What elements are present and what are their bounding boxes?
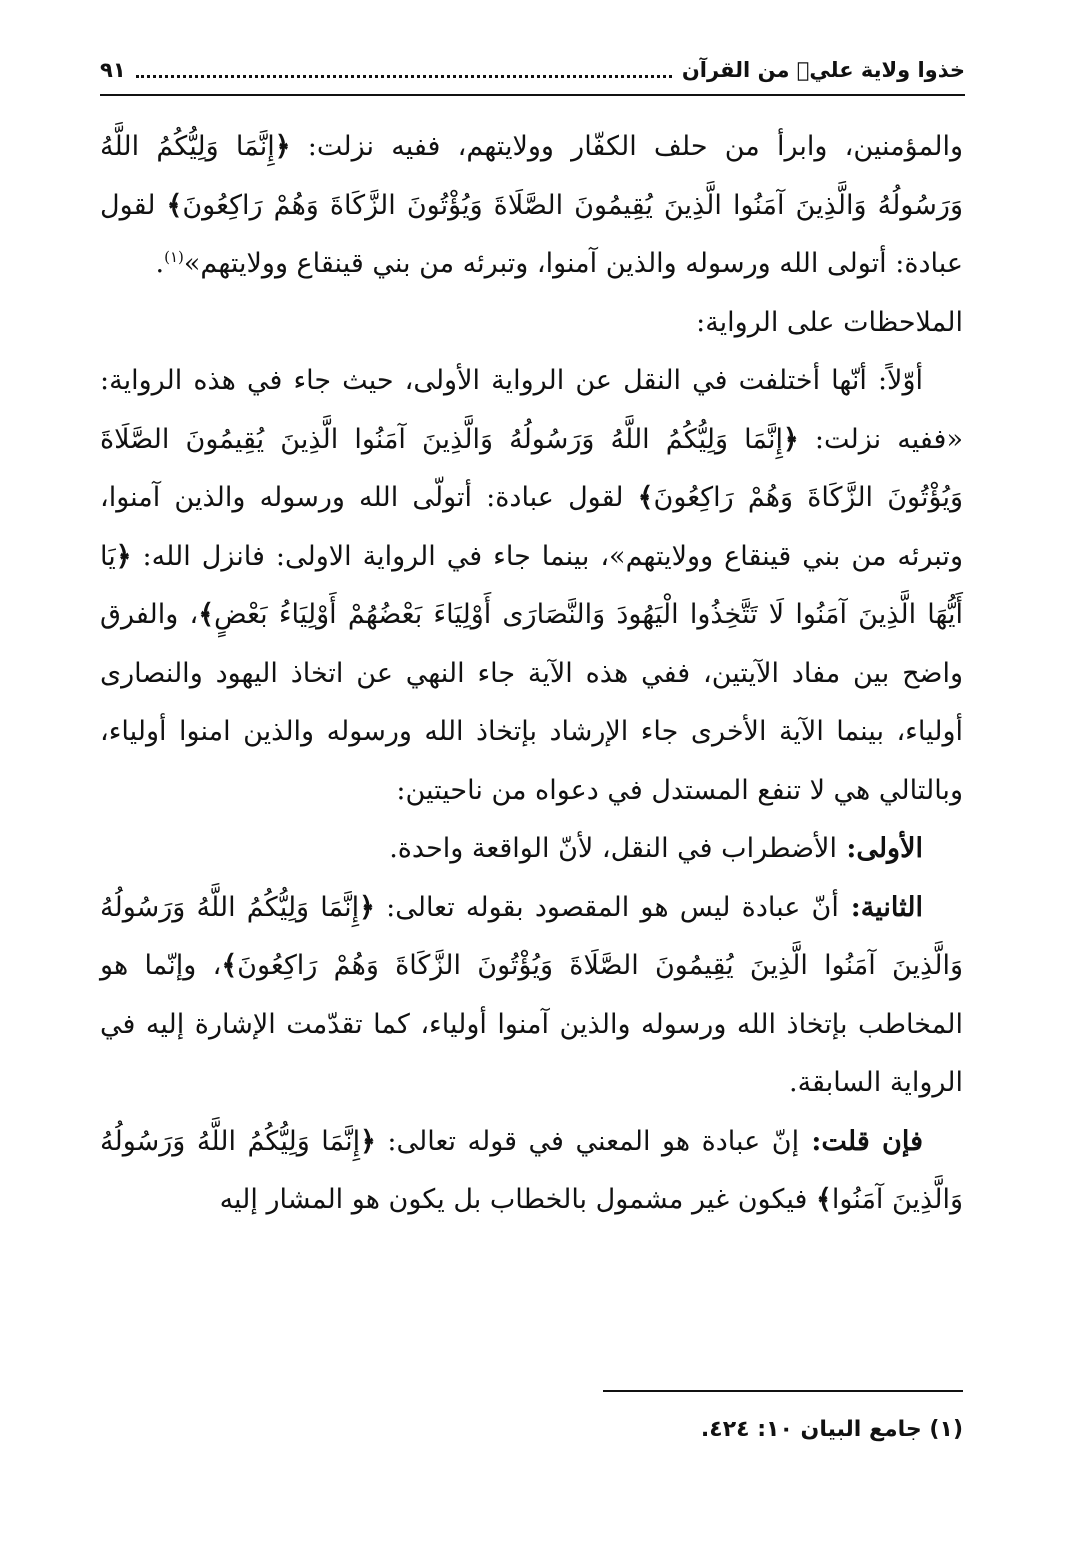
paragraph-text: والمؤمنين، وابرأ من حلف الكفّار وولايتهم، ففيه نزلت: — [290, 131, 963, 162]
verse-close-bracket: ﴾ — [637, 482, 654, 513]
paragraph-lead: أوّلاً: — [866, 365, 923, 396]
verse-close-bracket: ﴾ — [221, 950, 238, 981]
header-rule — [100, 94, 965, 96]
verse-close-bracket: ﴾ — [198, 599, 215, 630]
paragraph-text: لقول عبادة: أتولى الله ورسوله والذين آمنوا، وتبرئه من بني قينقاع وولايتهم» — [100, 189, 963, 279]
paragraph-1 — [100, 118, 963, 294]
footnote: (١) جامع البيان ١٠: ٤٢٤. — [700, 1417, 963, 1442]
footnote-rule — [603, 1390, 963, 1392]
paragraph-5 — [100, 879, 963, 1113]
quran-verse: إِنَّمَا وَلِيُّكُمُ اللَّهُ وَرَسُولُهُ وَالَّذِينَ آمَنُوا الَّذِينَ يُقِيمُونَ الصَّلَاةَ وَيُؤْتُونَ الزَّكَاةَ وَهُمْ رَاكِعُونَ — [100, 131, 963, 221]
paragraph-text: فيكون غير مشمول بالخطاب بل يكون هو المشار إليه — [219, 1184, 817, 1215]
paragraph-6 — [100, 1113, 963, 1230]
paragraph-text: أنّها أختلفت في النقل عن الرواية الأولى، حيث جاء في هذه الرواية: «ففيه نزلت: — [100, 365, 963, 455]
page-number: ٩١ — [100, 58, 126, 82]
header-dotted-leader — [136, 75, 672, 78]
body-text — [100, 118, 963, 1230]
verse-open-bracket: ﴿ — [783, 423, 799, 455]
quran-verse: يَا أَيُّهَا الَّذِينَ آمَنُوا لَا تَتَّخِذُوا الْيَهُودَ وَالنَّصَارَى أَوْلِيَاءَ بَعْضُهُمْ أَوْلِيَاءُ بَعْضٍ — [100, 540, 963, 630]
quran-verse: إِنَّمَا وَلِيُّكُمُ اللَّهُ وَرَسُولُهُ وَالَّذِينَ آمَنُوا — [100, 1125, 963, 1215]
paragraph-lead: الأولى: — [836, 833, 923, 864]
paragraph-3 — [100, 352, 963, 820]
quran-verse: إِنَّمَا وَلِيُّكُمُ اللَّهُ وَرَسُولُهُ وَالَّذِينَ آمَنُوا الَّذِينَ يُقِيمُونَ الصَّلَاةَ وَيُؤْتُونَ الزَّكَاةَ وَهُمْ رَاكِعُونَ — [100, 891, 963, 981]
paragraph-text: أنّ عبادة ليس هو المقصود بقوله تعالى: — [374, 891, 839, 923]
verse-open-bracket: ﴿ — [359, 891, 375, 923]
paragraph-4 — [100, 820, 963, 879]
verse-open-bracket: ﴿ — [274, 131, 291, 162]
paragraph-text: الملاحظات على الرواية: — [696, 306, 963, 338]
running-header — [100, 50, 965, 90]
verse-open-bracket: ﴿ — [360, 1125, 376, 1157]
paragraph-text: الأضطراب في النقل، لأنّ الواقعة واحدة. — [389, 833, 837, 864]
verse-open-bracket: ﴿ — [115, 540, 132, 572]
quran-verse: إِنَّمَا وَلِيُّكُمُ اللَّهُ وَرَسُولُهُ وَالَّذِينَ آمَنُوا الَّذِينَ يُقِيمُونَ الصَّلَاةَ وَيُؤْتُونَ الزَّكَاةَ وَهُمْ رَاكِعُونَ — [100, 423, 963, 513]
paragraph-text: . — [155, 248, 165, 279]
section-heading — [100, 294, 963, 353]
verse-close-bracket: ﴾ — [166, 189, 183, 221]
paragraph-text: لقول عبادة: أتولّى الله ورسوله والذين آمنوا، وتبرئه من بني قينقاع وولايتهم»، بينما جاء في الرواية الاولى: فانزل الله: — [100, 482, 963, 572]
header-title: خذوا ولاية عليؑ من القرآن — [681, 58, 965, 82]
verse-close-bracket: ﴾ — [816, 1184, 832, 1215]
paragraph-lead: الثانية: — [838, 891, 924, 923]
paragraph-text: إنّ عبادة هو المعني في قوله تعالى: — [375, 1125, 800, 1157]
paragraph-text: ، والفرق واضح بين مفاد الآيتين، ففي هذه الآية جاء النهي عن اتخاذ اليهود والنصارى أولياء، بينما الآية الأخرى جاء الإرشاد بإتخاذ الله ورسوله والذين امنوا أولياء، وبالتالي هي لا تنفع المستدل في دعواه من ناحيتين: — [100, 599, 963, 806]
footnote-reference[interactable]: (١) — [164, 248, 184, 266]
paragraph-text: ، وإنّما هو المخاطب بإتخاذ الله ورسوله والذين آمنوا أولياء، كما تقدّمت الإشارة إليه في الرواية السابقة. — [100, 950, 963, 1098]
paragraph-lead: فإن قلت: — [799, 1125, 924, 1157]
